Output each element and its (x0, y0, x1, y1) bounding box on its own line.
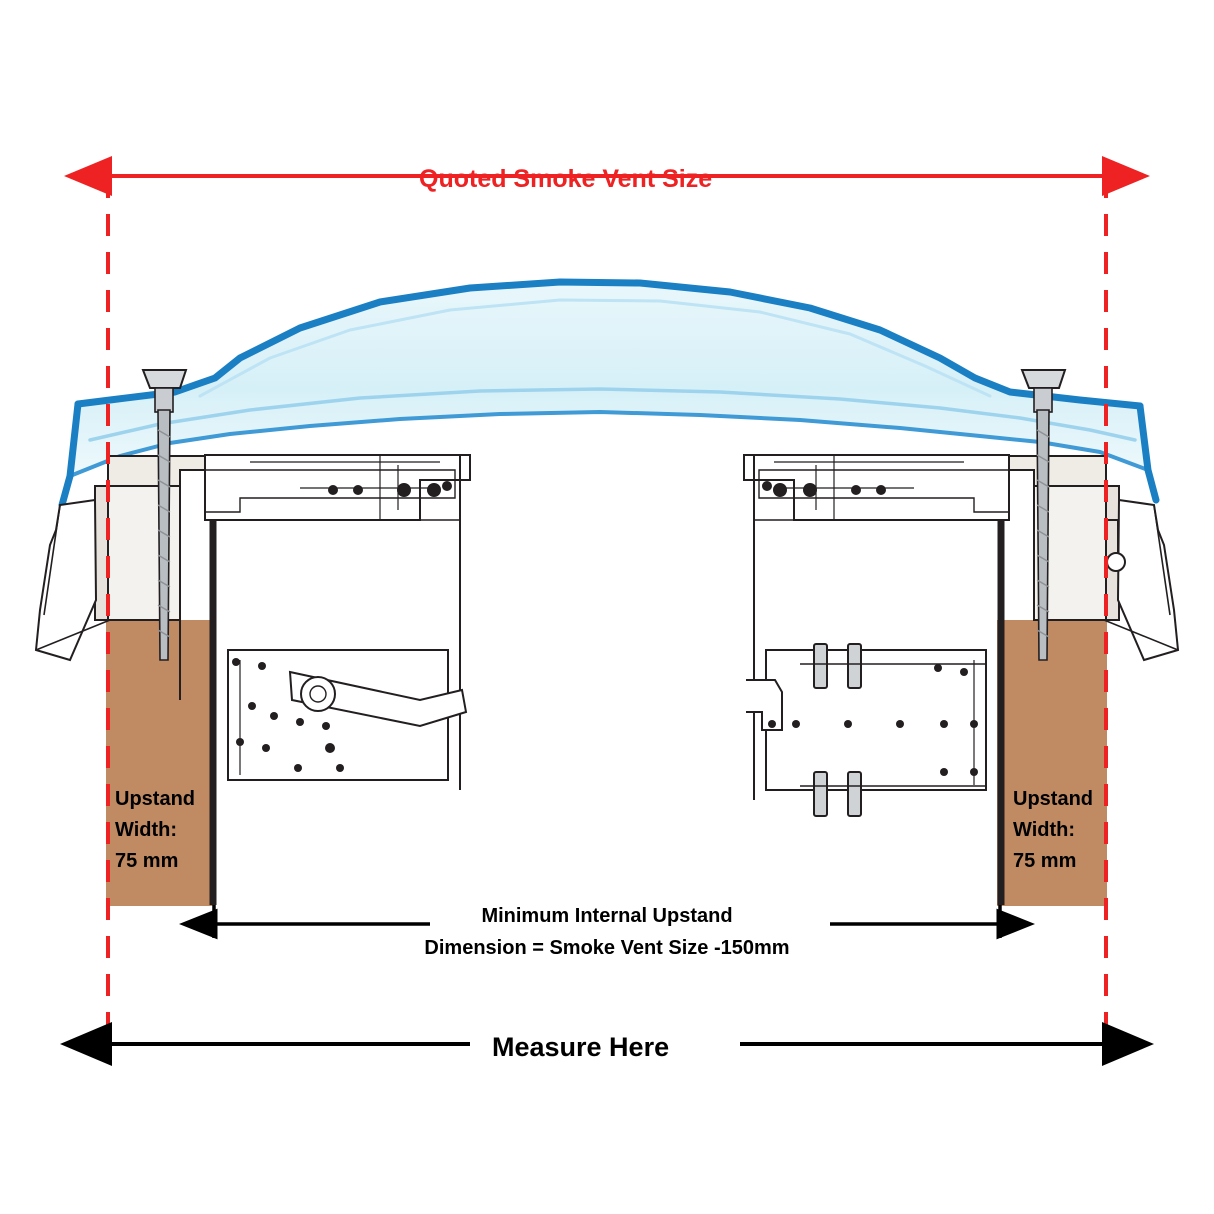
label-quoted-smoke-vent-size: Quoted Smoke Vent Size (419, 165, 713, 193)
label-minimum-internal-upstand (383, 900, 831, 964)
label-measure-here: Measure Here (492, 1032, 670, 1062)
upstand-right-line1: Upstand (1013, 788, 1093, 810)
upstand-right-line3: 75 mm (1013, 850, 1077, 872)
upstand-left-line2: Width: (115, 819, 178, 841)
upstand-left-line3: 75 mm (115, 850, 179, 872)
frame-assembly-left (36, 455, 470, 905)
frame-assembly-right (744, 455, 1178, 905)
internal-dim-line1: Minimum Internal Upstand (481, 905, 733, 927)
label-upstand-width-left (115, 784, 195, 877)
upstand-left-line1: Upstand (115, 788, 195, 810)
upstand-right-line2: Width: (1013, 819, 1076, 841)
internal-dim-line2: Dimension = Smoke Vent Size -150mm (424, 937, 790, 959)
label-upstand-width-right (1013, 784, 1093, 877)
